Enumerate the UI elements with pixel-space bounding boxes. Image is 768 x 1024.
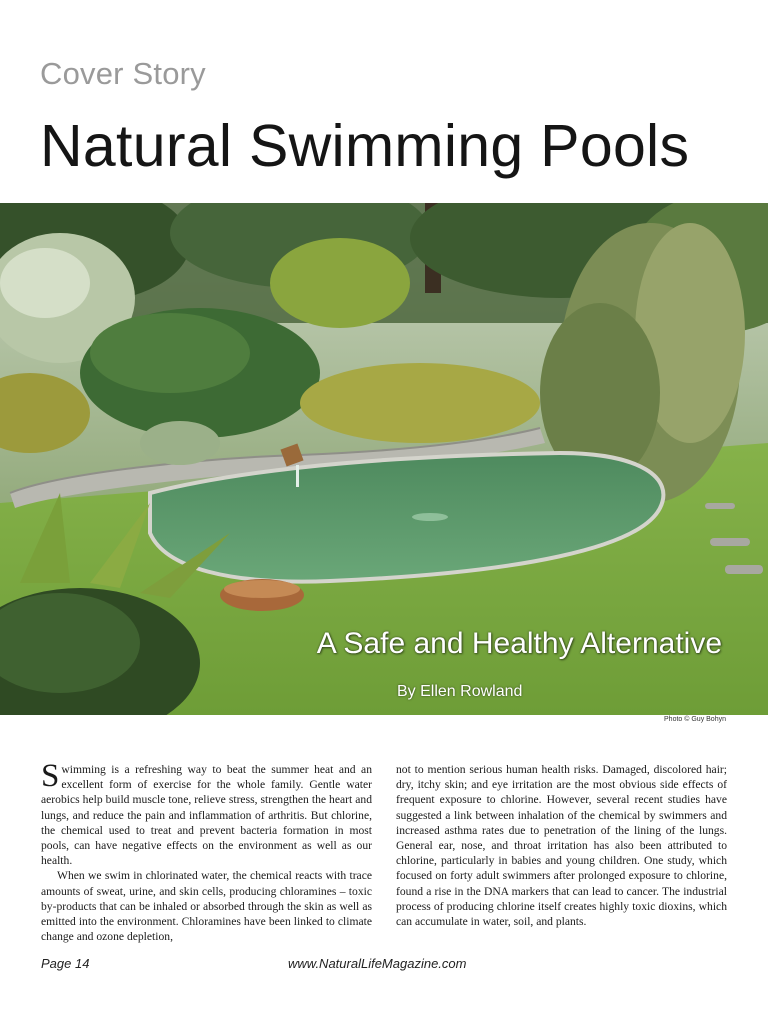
website-url: www.NaturalLifeMagazine.com xyxy=(288,956,467,971)
section-label: Cover Story xyxy=(40,56,206,91)
paragraph: not to mention serious human health risks. Damaged, discolored hair; dry, itchy skin; and eye irritation are the most obvious side effects of frequent exposure to chlorine. However, several recent studies have suggested a link between inhalation of the chemical by swimmers and increased asthma rates due to penetration of the lining of the lungs. General ear, nose, and throat irritation has also been attributed to chlorine, particularly in babies and young children. One study, which focused on forty adult swimmers after prolonged exposure to chlorine, found a rise in the DNA markers that can lead to cancer. The industrial process of producing chlorine itself creates highly toxic dioxins, which can accumulate in water, soil, and plants. xyxy=(396,763,727,929)
article-column-left xyxy=(41,758,372,944)
drop-cap: S xyxy=(41,758,60,794)
hero-photo xyxy=(0,203,768,715)
paragraph xyxy=(41,758,372,868)
article-byline: By Ellen Rowland xyxy=(397,683,523,700)
photo-credit: Photo © Guy Bohyn xyxy=(664,716,726,723)
page-title: Natural Swimming Pools xyxy=(40,113,690,179)
article-column-right xyxy=(396,762,727,929)
paragraph: When we swim in chlorinated water, the chemical reacts with trace amounts of sweat, urine, and skin cells, producing chloramines – toxic by-products that can be inhaled or absorbed through the skin as well as emitted into the environment. Chloramines have been linked to climate change and ozone depletion, xyxy=(41,869,372,944)
paragraph-text: wimming is a refreshing way to beat the summer heat and an excellent form of exercise for the whole family. Gentle water aerobics help build muscle tone, relieve stress, strengthen the heart and lungs, and reduce the pain and inflammation of arthritis. But chlorine, the chemical used to treat and prevent bacteria formation in most pools, can have negative effects on the environment as well as our health. xyxy=(41,763,372,868)
article-subtitle: A Safe and Healthy Alternative xyxy=(316,627,722,660)
page-number: Page 14 xyxy=(41,956,90,971)
